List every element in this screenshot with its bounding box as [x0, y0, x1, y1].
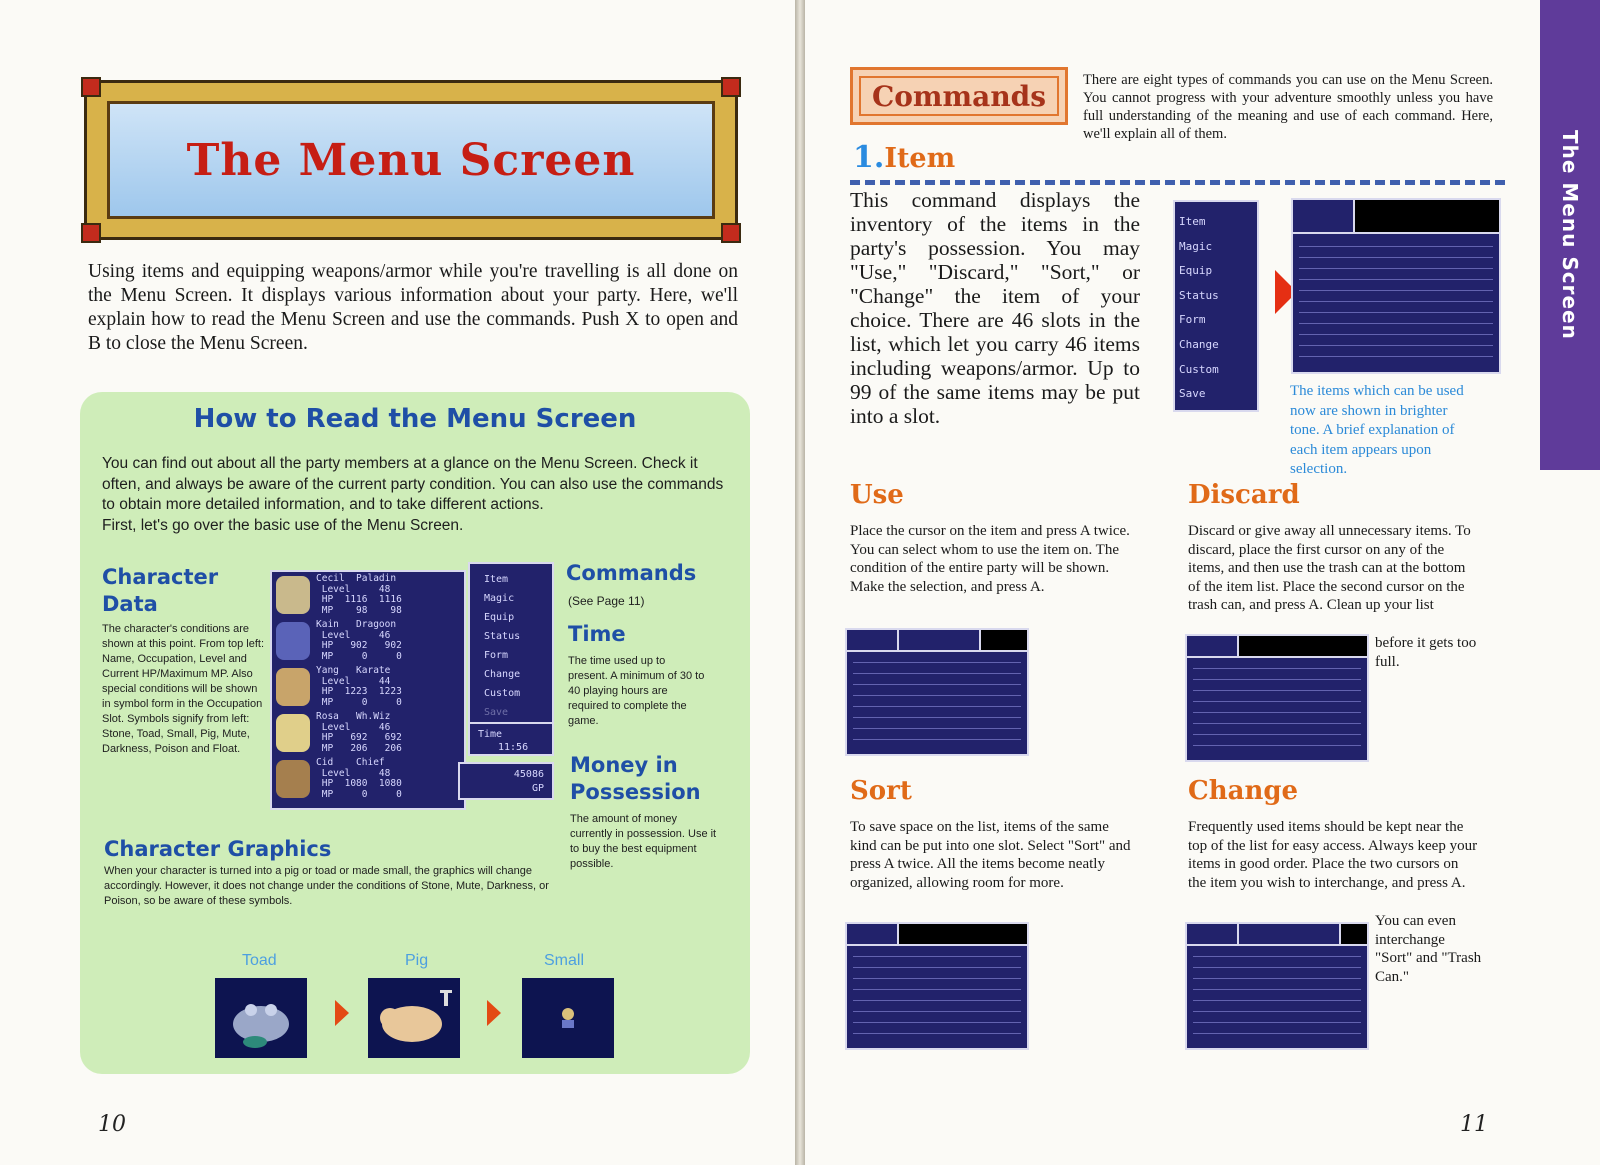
item-section-title — [853, 140, 955, 175]
money-text: The amount of money currently in possession. Use it to buy the best equipment possible. — [570, 813, 717, 870]
menu-form: Form — [1179, 313, 1206, 327]
mini-header — [847, 924, 1027, 946]
menu-command-list — [1173, 200, 1259, 412]
change-text: Frequently used items should be kept near the top of the list for easy access. Always keep your items in good order. Place the two cursors on the item you wish to interchange, and press A. — [1188, 819, 1478, 891]
character-row — [272, 756, 464, 802]
time-text: The time used up to present. A minimum of 30 to 40 playing hours are required to complete the game. — [568, 655, 705, 727]
time-window — [468, 722, 554, 756]
panel-text — [102, 454, 727, 536]
small-sprite — [522, 978, 614, 1058]
panel-paragraph: First, let's go over the basic use of the Menu Screen. — [102, 516, 464, 534]
character-info: Rosa Wh.Wiz Level 46 HP 692 692 MP 206 206 — [316, 711, 402, 754]
right-page — [805, 0, 1600, 1165]
section-divider — [850, 180, 1505, 185]
item-number: 1. — [853, 140, 885, 175]
character-info: Cecil Paladin Level 48 HP 1116 1116 MP 98 98 — [316, 573, 402, 616]
mini-rows — [853, 656, 1021, 748]
sort-screenshot — [845, 922, 1029, 1050]
menu-status: Status — [1179, 288, 1219, 302]
side-tab-label: The Menu Screen — [1558, 130, 1582, 340]
banner-corner — [81, 77, 101, 97]
sort-title: Sort — [850, 776, 912, 806]
title-frame — [107, 101, 715, 219]
book-spine — [795, 0, 805, 1165]
command-magic: Magic — [484, 593, 515, 604]
toad-icon — [215, 978, 307, 1058]
change-title: Change — [1188, 776, 1299, 806]
panel-paragraph: You can find out about all the party members at a glance on the Menu Screen. Check it often, and always be aware of the current party condition. You can also use the commands to obtain more detailed information, and to take different actions. — [102, 455, 724, 513]
character-data-text: The character's conditions are shown at this point. From top left: Name, Occupation, Level and Current HP/Maximum MP. Also special conditions will be shown in symbol form in the Occupation Slot. Symbols signify from left: Stone, Toad, Small, Pig, Mute, Darkness, Poison and Float. — [102, 623, 265, 755]
discard-title: Discard — [1188, 480, 1300, 510]
menu-save: Save — [1179, 387, 1206, 401]
character-info: Cid Chief Level 48 HP 1080 1080 MP 0 0 — [316, 757, 402, 800]
character-portrait — [276, 714, 310, 752]
pig-sprite — [368, 978, 460, 1058]
commands-badge — [850, 67, 1068, 125]
use-title: Use — [850, 480, 904, 510]
commands-intro: There are eight types of commands you can use on the Menu Screen. You cannot progress with your adventure smoothly unless you have full understanding of the meaning and use of each command. Here, we'll explain all of them. — [1083, 72, 1493, 142]
item-list-rows — [1299, 240, 1493, 366]
character-graphics-text: When your character is turned into a pig or toad or made small, the graphics will change accordingly. However, it does not change under the conditions of Stone, Mute, Darkness, or Poison, so be aware of these symbols. — [104, 865, 549, 907]
item-title: Item — [884, 143, 956, 174]
command-save: Save — [484, 707, 509, 718]
discard-screenshot — [1185, 634, 1369, 762]
commands-heading: Commands — [566, 561, 697, 585]
use-text: Place the cursor on the item and press A twice. You can select whom to use the item on. The condition of the entire party will be shown. Make the selection, and press A. — [850, 523, 1130, 595]
discard-text-tail: before it gets too full. — [1375, 635, 1477, 670]
money-heading: Money in Possession — [570, 753, 701, 804]
character-portrait — [276, 760, 310, 798]
change-screenshot — [1185, 922, 1369, 1050]
time-value: 11:56 — [498, 742, 529, 753]
character-row — [272, 710, 464, 756]
mini-rows — [1193, 662, 1361, 754]
banner-corner — [81, 223, 101, 243]
item-description: This command displays the inventory of the items in the party's possession. You may "Use," "Discard," "Sort," or "Change" the item of your choice. There are 46 slots in the list, which let you carry 46 items including weapons/armor. Up to 99 of the same items may be put into a slot. — [850, 188, 1140, 428]
pig-label: Pig — [405, 952, 429, 969]
character-row — [272, 572, 464, 618]
command-equip: Equip — [484, 612, 515, 623]
character-portrait — [276, 622, 310, 660]
menu-magic: Magic — [1179, 239, 1213, 253]
character-data-heading: Character Data — [102, 565, 219, 616]
banner-corner — [721, 77, 741, 97]
mini-header — [1187, 636, 1367, 658]
left-page — [0, 0, 796, 1165]
menu-item: Item — [1179, 215, 1206, 228]
command-form: Form — [484, 650, 509, 661]
command-change: Change — [484, 669, 521, 680]
character-graphics-heading: Character Graphics — [104, 837, 332, 861]
mini-header — [1187, 924, 1367, 946]
money-window — [458, 762, 554, 800]
character-portrait — [276, 576, 310, 614]
small-character-icon — [522, 978, 614, 1058]
character-info: Yang Karate Level 44 HP 1223 1223 MP 0 0 — [316, 665, 402, 708]
pig-icon — [368, 978, 460, 1058]
sort-text: To save space on the list, items of the same kind can be put into one slot. Select "Sort" and press A twice. All the items become neatly organized, allowing room for more. — [850, 819, 1131, 891]
use-screenshot — [845, 628, 1029, 756]
page-number: 11 — [1460, 1112, 1488, 1137]
discard-text: Discard or give away all unnecessary items. To discard, place the first cursor on any of the items, and then use the trash can at the bottom of the item list. Place the second cursor on the trash can, and press A. Clean up your list — [1188, 523, 1471, 613]
title-banner — [84, 80, 738, 240]
panel-title: How to Read the Menu Screen — [193, 404, 637, 434]
gil-unit: GP — [531, 783, 544, 794]
toad-sprite — [215, 978, 307, 1058]
menu-custom: Custom — [1179, 362, 1219, 376]
arrow-right-icon — [487, 1000, 501, 1026]
intro-text: Using items and equipping weapons/armor while you're travelling is all done on the Menu Screen. It displays various information about your party. Here, we'll explain how to read the Menu Screen and use the commands. Push X to open and B to close the Menu Screen. — [88, 261, 738, 354]
toad-label: Toad — [242, 952, 277, 969]
character-info: Kain Dragoon Level 46 HP 902 902 MP 0 0 — [316, 619, 402, 662]
mini-header — [847, 630, 1027, 652]
time-label: Time — [478, 729, 503, 740]
item-list-header — [1293, 200, 1499, 234]
side-tab — [1540, 0, 1600, 470]
time-heading: Time — [568, 622, 626, 646]
menu-equip: Equip — [1179, 264, 1213, 278]
menu-change: Change — [1179, 337, 1219, 351]
command-custom: Custom — [484, 688, 521, 699]
item-list-screenshot — [1291, 198, 1501, 374]
mini-rows — [853, 950, 1021, 1042]
character-row — [272, 664, 464, 710]
character-portrait — [276, 668, 310, 706]
page-title: The Menu Screen — [186, 134, 636, 186]
mini-rows — [1193, 950, 1361, 1042]
commands-title: Commands — [871, 79, 1047, 113]
small-label: Small — [544, 952, 585, 969]
character-row — [272, 618, 464, 664]
command-item: Item — [484, 574, 509, 585]
character-data-window — [270, 570, 466, 810]
commands-see-page: (See Page 11) — [568, 594, 645, 608]
command-status: Status — [484, 631, 521, 642]
gil-value: 45086 — [513, 769, 544, 780]
item-caption: The items which can be used now are shown in brighter tone. A brief explanation of each item appears upon selection. — [1290, 383, 1464, 477]
arrow-right-icon — [335, 1000, 349, 1026]
page-number: 10 — [98, 1112, 126, 1137]
change-text-tail: You can even interchange "Sort" and "Trash Can." — [1375, 913, 1482, 985]
banner-corner — [721, 223, 741, 243]
